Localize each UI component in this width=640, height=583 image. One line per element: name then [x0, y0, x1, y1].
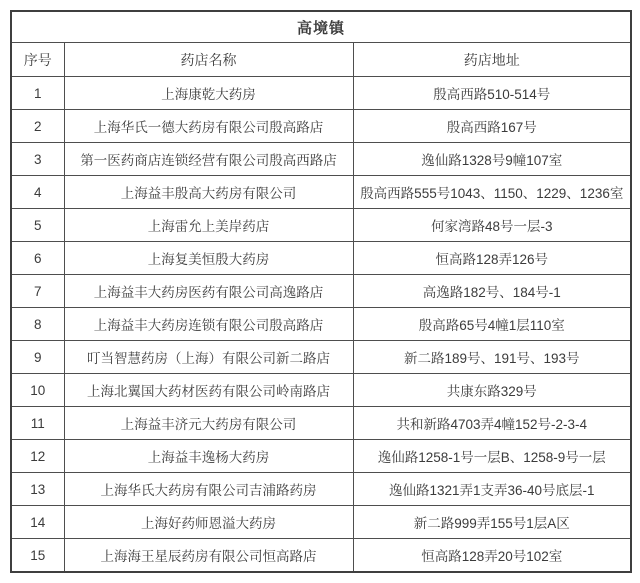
table-row	[11, 341, 631, 374]
town-title: 高境镇	[11, 11, 631, 43]
cell-name: 上海益丰大药房连锁有限公司殷高路店	[64, 308, 353, 341]
column-header-name: 药店名称	[64, 43, 353, 77]
table-row	[11, 407, 631, 440]
cell-address: 共和新路4703弄4幢152号-2-3-4	[353, 407, 631, 440]
cell-no: 6	[11, 242, 64, 275]
cell-name: 上海复美恒殷大药房	[64, 242, 353, 275]
table-header-row	[11, 43, 631, 77]
table-row	[11, 242, 631, 275]
column-header-address: 药店地址	[353, 43, 631, 77]
table-row	[11, 308, 631, 341]
cell-no: 10	[11, 374, 64, 407]
table-row	[11, 473, 631, 506]
cell-name: 上海好药师恩溢大药房	[64, 506, 353, 539]
cell-address: 共康东路329号	[353, 374, 631, 407]
table-row	[11, 539, 631, 573]
cell-address: 殷高西路167号	[353, 110, 631, 143]
column-header-no: 序号	[11, 43, 64, 77]
cell-address: 殷高西路555号1043、1150、1229、1236室	[353, 176, 631, 209]
cell-name: 上海海王星辰药房有限公司恒高路店	[64, 539, 353, 573]
cell-address: 逸仙路1258-1号一层B、1258-9号一层	[353, 440, 631, 473]
cell-name: 叮当智慧药房（上海）有限公司新二路店	[64, 341, 353, 374]
cell-no: 11	[11, 407, 64, 440]
cell-address: 恒高路128弄20号102室	[353, 539, 631, 573]
table-row	[11, 143, 631, 176]
cell-no: 13	[11, 473, 64, 506]
cell-address: 新二路999弄155号1层A区	[353, 506, 631, 539]
pharmacy-table	[10, 10, 632, 573]
cell-no: 7	[11, 275, 64, 308]
cell-address: 何家湾路48号一层-3	[353, 209, 631, 242]
cell-name: 上海益丰大药房医药有限公司高逸路店	[64, 275, 353, 308]
cell-name: 上海华氏一德大药房有限公司殷高路店	[64, 110, 353, 143]
table-row	[11, 209, 631, 242]
table-row	[11, 176, 631, 209]
cell-address: 逸仙路1321弄1支弄36-40号底层-1	[353, 473, 631, 506]
cell-name: 上海雷允上美岸药店	[64, 209, 353, 242]
table-row	[11, 506, 631, 539]
cell-address: 恒高路128弄126号	[353, 242, 631, 275]
cell-name: 上海益丰济元大药房有限公司	[64, 407, 353, 440]
cell-name: 上海益丰逸杨大药房	[64, 440, 353, 473]
cell-no: 15	[11, 539, 64, 573]
cell-address: 殷高路65号4幢1层110室	[353, 308, 631, 341]
cell-no: 14	[11, 506, 64, 539]
cell-no: 5	[11, 209, 64, 242]
cell-name: 上海康乾大药房	[64, 77, 353, 110]
cell-address: 高逸路182号、184号-1	[353, 275, 631, 308]
cell-no: 3	[11, 143, 64, 176]
table-row	[11, 110, 631, 143]
table-row	[11, 275, 631, 308]
cell-name: 上海益丰殷高大药房有限公司	[64, 176, 353, 209]
table-row	[11, 440, 631, 473]
cell-no: 1	[11, 77, 64, 110]
cell-no: 12	[11, 440, 64, 473]
cell-no: 4	[11, 176, 64, 209]
cell-no: 2	[11, 110, 64, 143]
cell-address: 新二路189号、191号、193号	[353, 341, 631, 374]
cell-no: 8	[11, 308, 64, 341]
table-row	[11, 374, 631, 407]
table-row	[11, 77, 631, 110]
table-title-row	[11, 11, 631, 43]
cell-name: 第一医药商店连锁经营有限公司殷高西路店	[64, 143, 353, 176]
cell-no: 9	[11, 341, 64, 374]
cell-name: 上海北翼国大药材医药有限公司岭南路店	[64, 374, 353, 407]
cell-address: 殷高西路510-514号	[353, 77, 631, 110]
cell-name: 上海华氏大药房有限公司吉浦路药房	[64, 473, 353, 506]
cell-address: 逸仙路1328号9幢107室	[353, 143, 631, 176]
